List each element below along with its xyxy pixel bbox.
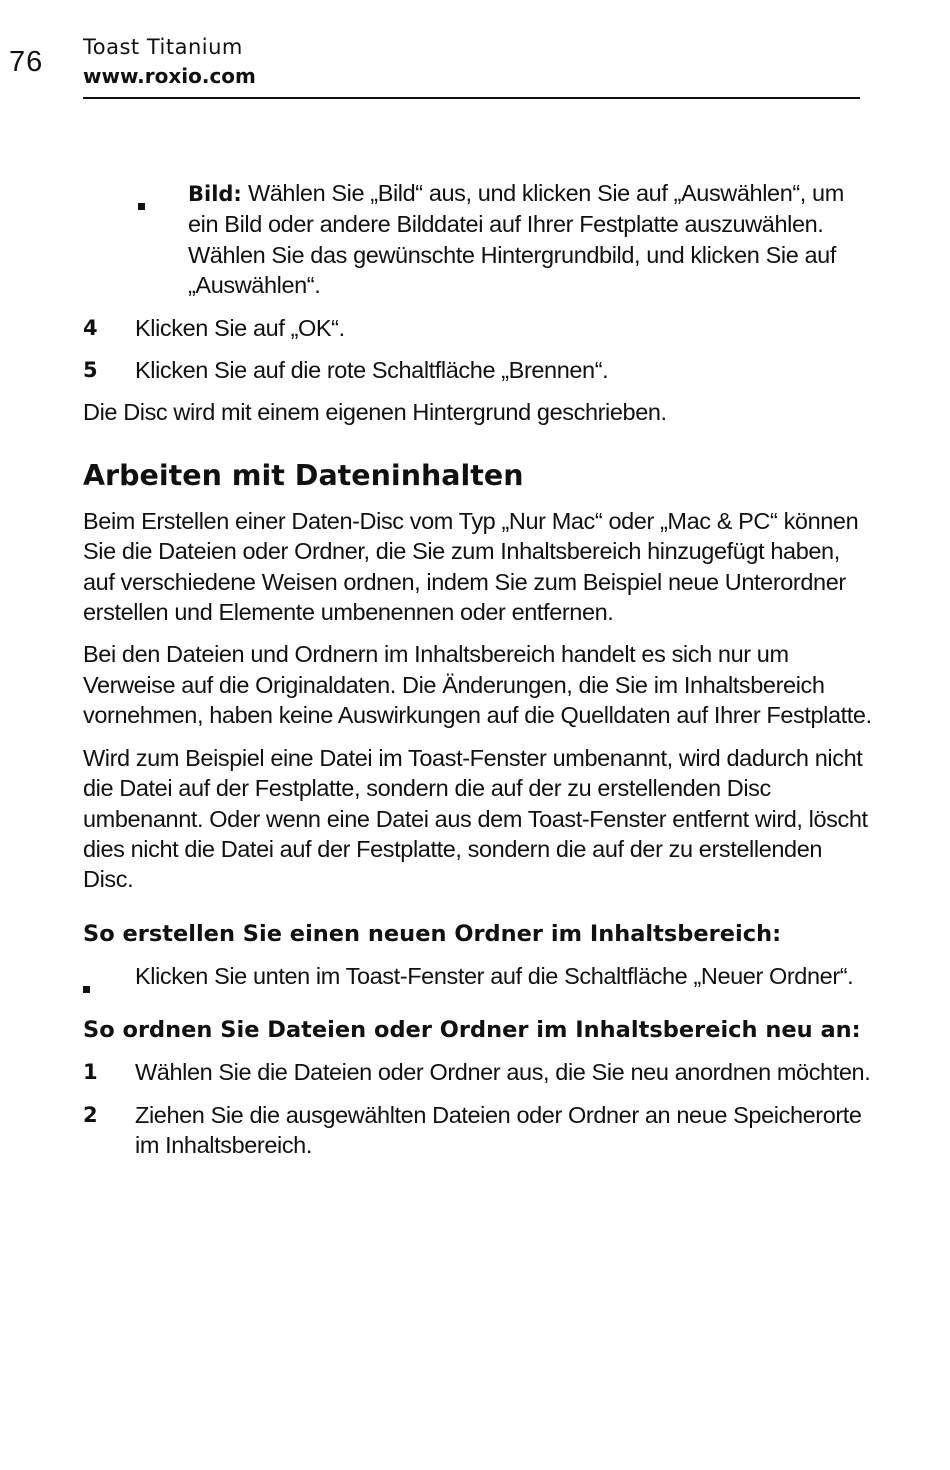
- bullet-text: Klicken Sie unten im Toast-Fenster auf die Schaltfläche „Neuer Ordner“.: [135, 962, 854, 989]
- step-number: 5: [83, 358, 98, 383]
- page-body: [83, 178, 873, 1160]
- square-bullet-icon: [83, 970, 90, 1000]
- square-bullet-icon: [138, 187, 145, 217]
- body-paragraph: Beim Erstellen einer Daten-Disc vom Typ „Nur Mac“ oder „Mac & PC“ können Sie die Dateien oder Ordner, die Sie zum Inhaltsbereich hinzugefügt haben, auf verschiedene Weisen ordnen, indem Sie zum Beispiel neue Unterordner erstellen und Elemente umbenennen oder entfernen.: [83, 507, 859, 626]
- step-item: [83, 1057, 873, 1087]
- step-item: [83, 355, 873, 385]
- body-paragraph: Wird zum Beispiel eine Datei im Toast-Fenster umbenannt, wird dadurch nicht die Datei auf der Festplatte, sondern die auf der zu erstellenden Disc umbenannt. Oder wenn eine Datei aus dem Toast-Fenster entfernt wird, löscht dies nicht die Datei auf der Festplatte, sondern die auf der zu erstellenden Disc.: [83, 744, 868, 893]
- step-text: Klicken Sie auf die rote Schaltfläche „Brennen“.: [135, 357, 609, 384]
- procedure-heading-reorder: So ordnen Sie Dateien oder Ordner im Inhaltsbereich neu an:: [83, 1017, 861, 1044]
- step-number: 1: [83, 1060, 98, 1085]
- step-number: 4: [83, 315, 98, 340]
- page-number: 76: [9, 46, 44, 78]
- step-item: [83, 1100, 873, 1161]
- step-text: Wählen Sie die Dateien oder Ordner aus, die Sie neu anordnen möchten.: [135, 1059, 871, 1086]
- bild-option-label: Bild:: [188, 182, 242, 206]
- step-text: Klicken Sie auf „OK“.: [135, 314, 345, 341]
- section-heading: Arbeiten mit Dateninhalten: [83, 458, 524, 492]
- header-divider: [83, 97, 860, 99]
- step-item: [83, 313, 873, 343]
- bild-option-item: [83, 178, 873, 301]
- step-text: Ziehen Sie die ausgewählten Dateien oder Ordner an neue Speicherorte im Inhaltsbereich.: [135, 1101, 862, 1158]
- running-header: [83, 33, 860, 91]
- result-paragraph: Die Disc wird mit einem eigenen Hintergrund geschrieben.: [83, 399, 667, 426]
- body-paragraph: Bei den Dateien und Ordnern im Inhaltsbereich handelt es sich nur um Verweise auf die Originaldaten. Die Änderungen, die Sie im Inhaltsbereich vornehmen, haben keine Auswirkungen auf die Quelldaten auf Ihrer Festplatte.: [83, 641, 872, 729]
- step-number: 2: [83, 1102, 98, 1127]
- procedure-heading-new-folder: So erstellen Sie einen neuen Ordner im Inhaltsbereich:: [83, 920, 782, 947]
- procedure-bullet-item: [83, 961, 873, 991]
- header-title: Toast Titanium: [83, 35, 243, 59]
- header-url: www.roxio.com: [83, 64, 256, 88]
- bild-option-text: Wählen Sie „Bild“ aus, und klicken Sie auf „Auswählen“, um ein Bild oder andere Bilddatei auf Ihrer Festplatte auszuwählen. Wählen Sie das gewünschte Hintergrundbild, und klicken Sie auf „Auswählen“.: [188, 180, 844, 299]
